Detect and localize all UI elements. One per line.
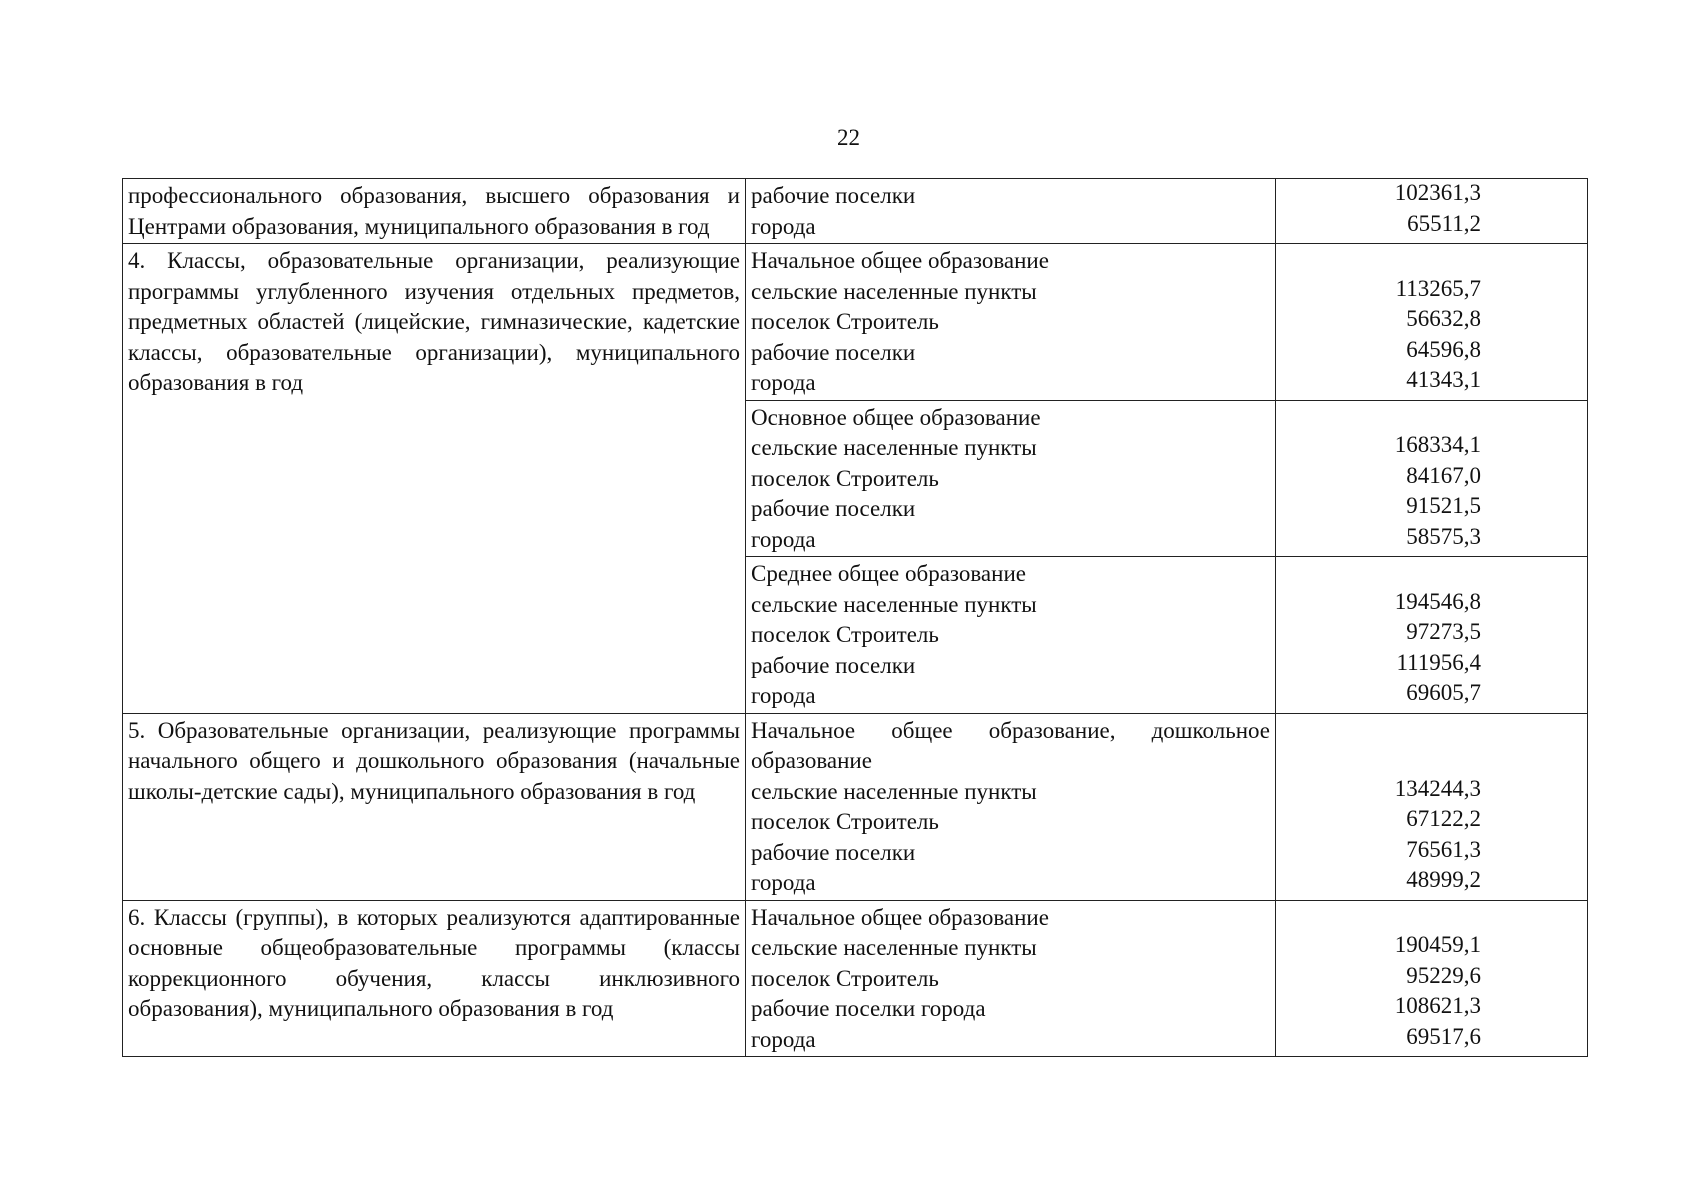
indicator-description: 6. Классы (группы), в которых реализуются адаптированные основные общеобразовательные программы (классы коррекционного обучения, классы инклюзивного образования), муниципального образования в год xyxy=(123,900,746,1057)
settlement-label: сельские населенные пункты xyxy=(751,591,1037,617)
settlement-label: поселок Строитель xyxy=(751,309,939,334)
settlement-category-cell xyxy=(746,900,1276,1057)
normative-value: 113265,7 xyxy=(1395,275,1481,301)
settlement-category-cell xyxy=(746,713,1276,900)
settlement-category-cell xyxy=(746,244,1276,401)
settlement-label: сельские населенные пункты xyxy=(751,935,1037,960)
page-number: 22 xyxy=(837,125,860,150)
normative-value: 58575,3 xyxy=(1406,523,1481,549)
normative-value: 97273,5 xyxy=(1406,619,1481,644)
settlement-label: сельские населенные пункты xyxy=(751,278,1037,304)
normative-value-cell xyxy=(1276,179,1588,244)
normative-value-cell xyxy=(1276,557,1588,714)
education-level-heading: Начальное общее образование, дошкольное образование xyxy=(751,717,1270,773)
settlement-label: города xyxy=(751,213,816,239)
normative-value: 102361,3 xyxy=(1394,180,1481,205)
indicator-description: 5. Образовательные организации, реализующие программы начального общего и дошкольного образования (начальные школы-детские сады), муниципального образования в год xyxy=(123,713,746,900)
education-level-heading: Среднее общее образование xyxy=(751,561,1026,586)
normative-value: 134244,3 xyxy=(1394,775,1481,801)
education-level-heading: Начальное общее образование xyxy=(751,248,1049,273)
normative-value: 76561,3 xyxy=(1406,836,1481,862)
value-spacer xyxy=(1281,716,1481,747)
table-row xyxy=(123,179,1588,244)
normative-value: 108621,3 xyxy=(1394,993,1481,1018)
settlement-label: рабочие поселки xyxy=(751,652,916,678)
normative-value-cell xyxy=(1276,713,1588,900)
value-spacer xyxy=(1281,559,1481,590)
normative-value: 67122,2 xyxy=(1406,806,1481,831)
normative-value-cell xyxy=(1276,400,1588,557)
settlement-label: поселок Строитель xyxy=(751,809,939,834)
tariff-table xyxy=(122,178,1588,1057)
value-spacer xyxy=(1281,246,1481,277)
settlement-label: города xyxy=(751,870,816,895)
normative-value: 95229,6 xyxy=(1406,962,1481,988)
settlement-label: города xyxy=(751,526,816,552)
value-spacer xyxy=(1281,903,1481,934)
settlement-category-cell xyxy=(746,557,1276,714)
normative-value: 48999,2 xyxy=(1406,867,1481,892)
settlement-category-cell xyxy=(746,400,1276,557)
settlement-label: поселок Строитель xyxy=(751,965,939,991)
normative-value: 41343,1 xyxy=(1406,367,1481,392)
normative-value: 194546,8 xyxy=(1394,588,1481,614)
settlement-label: города xyxy=(751,683,816,708)
normative-value: 69517,6 xyxy=(1406,1023,1481,1049)
normative-value-cell xyxy=(1276,900,1588,1057)
table-row xyxy=(123,900,1588,1057)
settlement-label: города xyxy=(751,1026,816,1052)
indicator-description: профессионального образования, высшего образования и Центрами образования, муниципального образования в год xyxy=(123,179,746,244)
settlement-label: поселок Строитель xyxy=(751,465,939,491)
settlement-label: сельские населенные пункты xyxy=(751,435,1037,460)
normative-value-cell xyxy=(1276,244,1588,401)
normative-value: 65511,2 xyxy=(1407,210,1481,236)
settlement-label: сельские населенные пункты xyxy=(751,778,1037,804)
normative-value: 111956,4 xyxy=(1396,649,1481,675)
education-level-heading: Основное общее образование xyxy=(751,404,1041,430)
normative-value: 64596,8 xyxy=(1406,336,1481,362)
value-spacer xyxy=(1281,403,1481,434)
settlement-label: рабочие поселки города xyxy=(751,996,986,1021)
normative-value: 56632,8 xyxy=(1406,306,1481,331)
normative-value: 168334,1 xyxy=(1394,432,1481,457)
normative-value: 190459,1 xyxy=(1394,932,1481,957)
indicator-description: 4. Классы, образовательные организации, реализующие программы углубленного изучения отдельных предметов, предметных областей (лицейские, гимназические, кадетские классы, образовательные организации), муниципального образования в год xyxy=(123,244,746,714)
settlement-label: рабочие поселки xyxy=(751,839,916,865)
education-level-heading: Начальное общее образование xyxy=(751,904,1049,930)
settlement-label: рабочие поселки xyxy=(751,183,916,208)
settlement-label: города xyxy=(751,370,816,395)
value-spacer xyxy=(1281,746,1481,777)
settlement-category-cell xyxy=(746,179,1276,244)
settlement-label: рабочие поселки xyxy=(751,496,916,521)
table-row xyxy=(123,713,1588,900)
settlement-label: рабочие поселки xyxy=(751,339,916,365)
normative-value: 84167,0 xyxy=(1406,462,1481,488)
table-row xyxy=(123,244,1588,401)
normative-value: 69605,7 xyxy=(1406,680,1481,705)
normative-value: 91521,5 xyxy=(1406,493,1481,518)
settlement-label: поселок Строитель xyxy=(751,622,939,647)
